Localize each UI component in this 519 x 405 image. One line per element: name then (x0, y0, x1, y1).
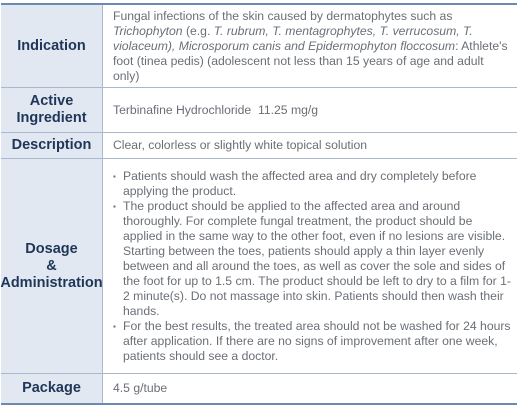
indication-row (1, 5, 517, 88)
dosage-bullet: ▪ Patients should wash the affected area and dry completely before applying the product. (113, 168, 477, 198)
dosage-text (103, 159, 517, 373)
description-label: Description (1, 133, 103, 158)
indication-species-italic: T. rubrum, T. mentagrophytes, T. verrucosum, T. violaceum), Microsporum canis and Epidermophyton floccosum (113, 23, 473, 53)
package-label: Package (1, 374, 103, 403)
dosage-label: Dosage & Administration (1, 159, 103, 373)
square-bullet-icon: ▪ (113, 171, 116, 181)
active-ingredient-row (1, 88, 517, 133)
dosage-bullet: ▪ For the best results, the treated area should not be washed for 24 hours after application. If there are no signs of improvement after one week, patients should see a doctor. (113, 318, 511, 363)
square-bullet-icon: ▪ (113, 201, 116, 211)
indication-genus-italic: Trichophyton (113, 23, 183, 38)
package-value: 4.5 g/tube (113, 381, 168, 395)
dosage-row (1, 159, 517, 374)
active-ingredient-value: Terbinafine Hydrochloride 11.25 mg/g (113, 102, 319, 117)
description-value: Clear, colorless or slightly white topical solution (113, 138, 368, 152)
indication-label: Indication (1, 5, 103, 87)
indication-text: Fungal infections of the skin caused by dermatophytes such as Trichophyton (e.g. T. rubrum, T. mentagrophytes, T. verrucosum, T. violaceum), Microsporum canis and Epidermophyton floccosum: Athlete's foot (tinea pedis) (adolescent not less than 15 years of age and adult only) (113, 8, 508, 83)
dosage-bullet: ▪ The product should be applied to the affected area and around thoroughly. For complete fungal treatment, the product should be applied in the same way to the other foot, even if no lesions are visible. Starting between the toes, patients should apply a thin layer evenly between and all around the toes, as well as cover the sole and sides of the foot for up to 1.5 cm. The product should be left to dry to a film for 1-2 minute(s). Do not massage into skin. Patients should then wash their hands. (113, 198, 511, 318)
square-bullet-icon: ▪ (113, 321, 116, 331)
description-row (1, 133, 517, 159)
product-info-table (1, 3, 517, 405)
package-row (1, 374, 517, 403)
active-ingredient-label: Active Ingredient (1, 88, 103, 132)
